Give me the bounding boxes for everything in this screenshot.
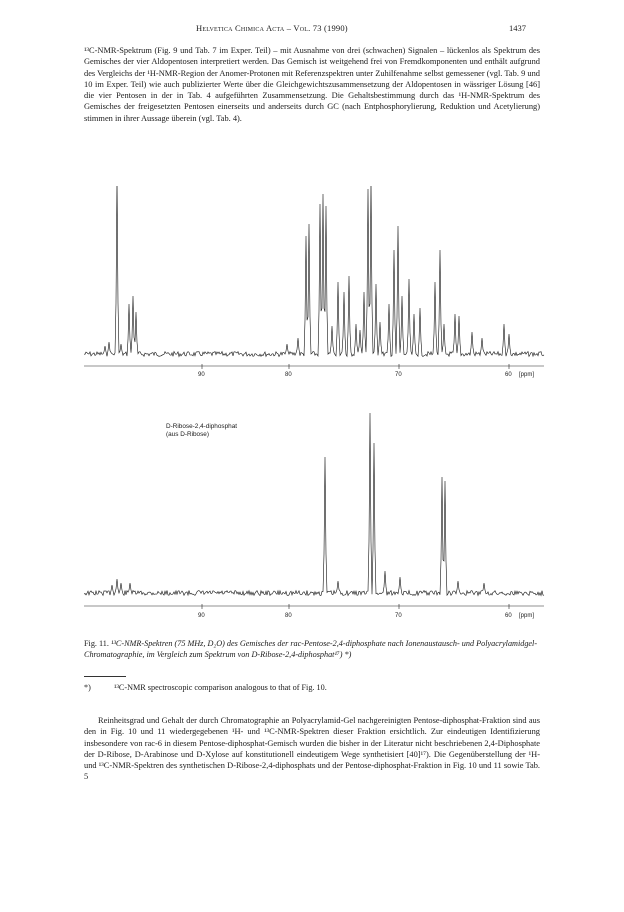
top-unit-label: [ppm] bbox=[519, 372, 535, 378]
nmr-spectrum-top bbox=[84, 186, 548, 380]
footnote-mark: *) bbox=[84, 683, 91, 692]
figure-caption bbox=[84, 638, 540, 661]
figure-label: Fig. 11. bbox=[84, 639, 109, 648]
inset-label-line-1: D-Ribose-2,4-diphosphat bbox=[166, 423, 238, 430]
footnote-text: ¹³C-NMR spectroscopic comparison analogous to that of Fig. 10. bbox=[114, 683, 327, 692]
bottom-tick-90: 90 bbox=[198, 613, 205, 619]
spectrum-top-trace bbox=[84, 186, 544, 357]
nmr-spectrum-bottom bbox=[84, 410, 548, 622]
spectrum-top-svg bbox=[84, 186, 548, 380]
footnote-rule bbox=[84, 676, 126, 677]
bottom-unit-label: [ppm] bbox=[519, 613, 535, 619]
bottom-tick-80: 80 bbox=[285, 613, 292, 619]
footnote bbox=[84, 683, 540, 692]
paragraph-1: ¹³C-NMR-Spektrum (Fig. 9 und Tab. 7 im Exper. Teil) – mit Ausnahme von drei (schwachen) Signalen – lückenlos als Spektrum des Gemisches der vier Aldopentosen interpretiert werden. Das Gemisch ist weitgehend frei von Fremdkomponenten und enthält aufgrund des Vergleichs der ¹H-NMR-Region der Anomer-Protonen mit Referenzspektren unter Zuhilfenahme selbst gemessener (vgl. Tab. 9 und 10 im Exper. Teil) wie auch publizierter Werte über die Gleichgewichtszusammensetzung der Aldopentosen in wässriger Lösung [46] die vier Pentosen in der in Tab. 4 aufgeführten Zusammensetzung. Die Gehaltsbestimmung durch das ¹H-NMR-Spektrum des Gemisches der freigesetzten Pentosen einerseits und anderseits durch GC (nach Entphosphorylierung, Reduktion und Acetylierung) stimmen in ihrer Aussage überein (vgl. Tab. 4). bbox=[84, 46, 540, 123]
running-header bbox=[0, 23, 624, 37]
top-tick-90: 90 bbox=[198, 372, 205, 378]
spectrum-bottom-svg bbox=[84, 410, 548, 622]
page-number: 1437 bbox=[509, 23, 526, 33]
journal-title: Helvetica Chimica Acta – Vol. 73 (1990) bbox=[196, 23, 348, 33]
bottom-tick-70: 70 bbox=[395, 613, 402, 619]
figure-caption-text: ¹³C-NMR-Spektren (75 MHz, D₂O) des Gemisches der rac-Pentose-2,4-diphosphate nach Ionenaustausch- und Polyacrylamidgel-Chromatographie, im Vergleich zum Spektrum von D-Ribose-2,4-diphosphat¹⁷) *) bbox=[84, 639, 538, 660]
spectrum-bottom-trace bbox=[84, 413, 544, 596]
top-tick-80: 80 bbox=[285, 372, 292, 378]
bottom-tick-60: 60 bbox=[505, 613, 512, 619]
paragraph-2: Reinheitsgrad und Gehalt der durch Chromatographie an Polyacrylamid-Gel nachgereinigten Pentose-diphosphat-Fraktion sind aus den in Fig. 10 und 11 wiedergegebenen ¹H- und ¹³C-NMR-Spektren dieser Fraktion ersichtlich. Zur eindeutigen Identifizierung insbesondere von rac-6 in diesem Pentose-diphosphat-Gemisch wurden die bisher in der Literatur nicht beschriebenen 2,4-Diphosphate der D-Ribose, D-Arabinose und D-Xylose auf konstitutionell eindeutigem Wege synthetisiert [40]¹⁷). Die Gegenüberstellung der ¹H- und ¹³C-NMR-Spektren des synthetischen D-Ribose-2,4-diphosphats und der Pentose-diphosphat-Fraktion in Fig. 10 und 11 sowie Tab. 5 bbox=[84, 716, 540, 782]
inset-label-line-2: (aus D-Ribose) bbox=[166, 431, 209, 438]
top-tick-60: 60 bbox=[505, 372, 512, 378]
top-tick-70: 70 bbox=[395, 372, 402, 378]
